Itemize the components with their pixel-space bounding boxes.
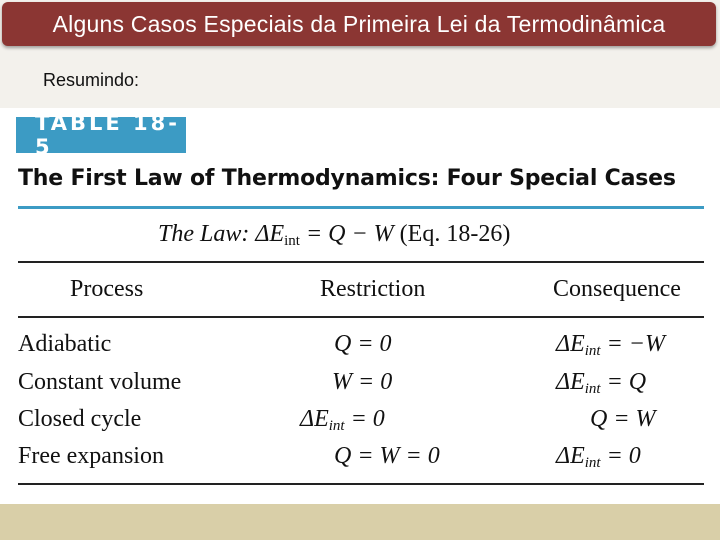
consequence-lhs: ΔE: [556, 369, 585, 395]
consequence-lhs: ΔE: [556, 443, 585, 469]
consequence-rhs: = 0: [600, 443, 641, 469]
restriction-sub: int: [328, 418, 345, 434]
restriction-rhs: = 0: [344, 406, 385, 432]
table-number-badge: TABLE 18-5: [16, 117, 186, 153]
consequence-lhs: ΔE: [556, 331, 585, 357]
slide-title: Alguns Casos Especiais da Primeira Lei da Termodinâmica: [52, 10, 666, 37]
consequence-rhs: = −W: [600, 331, 665, 357]
law-reference: (Eq. 18-26): [393, 221, 511, 247]
slide-subtitle: Resumindo:: [43, 70, 140, 90]
row-free-expansion-process: Free expansion: [18, 443, 164, 469]
column-header-restriction: Restriction: [320, 276, 426, 302]
consequence-sub: int: [584, 343, 601, 359]
column-header-consequence: Consequence: [553, 276, 681, 302]
law-prefix: The Law:: [158, 221, 256, 247]
row-free-expansion-restriction: Q = W = 0: [334, 443, 440, 469]
row-adiabatic-restriction: Q = 0: [334, 331, 392, 357]
row-free-expansion-consequence: [556, 443, 641, 470]
row-constant-volume-process: Constant volume: [18, 369, 182, 395]
table-heading: The First Law of Thermodynamics: Four Special Cases: [18, 166, 676, 191]
footer-band: [0, 504, 720, 540]
column-header-process: Process: [70, 276, 144, 302]
consequence-sub: int: [584, 455, 601, 471]
restriction-lhs: ΔE: [300, 406, 329, 432]
law-delta: ΔE: [255, 221, 285, 247]
row-constant-volume-restriction: W = 0: [332, 369, 393, 395]
table-bottom-rule: [18, 483, 704, 485]
law-equation-body: = Q − W: [299, 221, 394, 247]
row-adiabatic-process: Adiabatic: [18, 331, 112, 357]
law-sub: int: [284, 233, 300, 249]
law-equation: [158, 221, 510, 248]
row-closed-cycle-process: Closed cycle: [18, 406, 142, 432]
consequence-rhs: = Q: [600, 369, 647, 395]
row-constant-volume-consequence: [556, 369, 646, 396]
law-divider: [18, 261, 704, 263]
heading-divider: [18, 206, 704, 209]
consequence-sub: int: [584, 381, 601, 397]
row-closed-cycle-restriction: [300, 406, 385, 433]
header-divider: [18, 316, 704, 318]
title-bar: [2, 2, 716, 46]
row-adiabatic-consequence: [556, 331, 665, 358]
row-closed-cycle-consequence: Q = W: [590, 406, 656, 432]
